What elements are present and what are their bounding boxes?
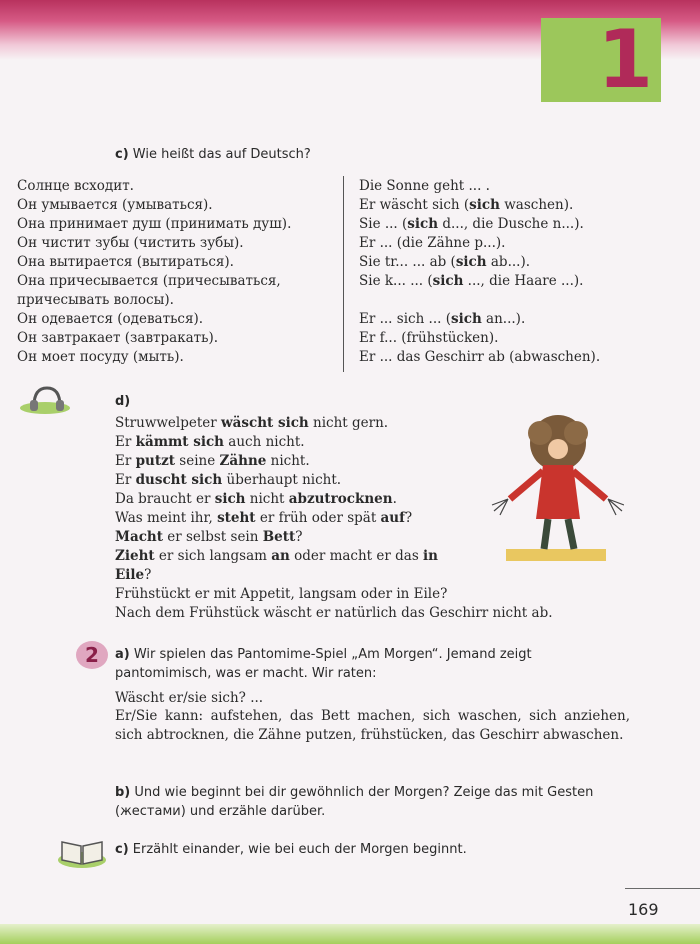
russian-line: Он умывается (умываться). [17,197,213,213]
bold-keyword: Zieht [115,548,155,564]
german-bold-word: sich [451,311,482,327]
bold-keyword: duscht sich [135,472,223,488]
german-line [359,272,600,291]
plain-text: nicht gern. [308,415,389,431]
german-text: ab...). [486,254,531,270]
german-line [359,329,600,348]
german-line [359,291,600,310]
bold-keyword: putzt [135,453,176,469]
german-text: d..., die Dusche n...). [438,216,584,232]
plain-text: ? [295,529,303,545]
section-d-line [115,414,553,433]
german-line [359,177,600,196]
german-bold-word: sich [469,197,500,213]
section-d-line [115,528,553,547]
bold-keyword: steht [217,510,256,526]
section-d-line [115,452,553,471]
russian-line: Он чистит зубы (чистить зубы). [17,235,244,251]
plain-text: Struwwelpeter [115,415,222,431]
bold-keyword: Eile [115,567,145,583]
section-d-line [115,547,553,566]
struwwelpeter-illustration [488,415,624,565]
exercise-2c [115,840,630,859]
chapter-box [541,13,661,106]
bold-keyword: Macht [115,529,163,545]
section-d-line [115,585,553,604]
bold-keyword: Bett [262,529,296,545]
bold-keyword: an [271,548,290,564]
plain-text: oder macht er das [289,548,424,564]
plain-text: auch nicht. [223,434,305,450]
section-d-line [115,433,553,452]
plain-text: Nach dem Frühstück wäscht er natürlich das Geschirr nicht ab. [115,605,553,621]
section-c-heading [115,147,311,162]
russian-line: Он завтракает (завтракать). [17,330,219,346]
bold-keyword: abzutrocknen [288,491,393,507]
german-line [359,196,600,215]
russian-line: причесывать волосы). [17,292,174,308]
section-d-line [115,566,553,585]
exercise-2c-text: Erzählt einander, wie bei euch der Morgen beginnt. [132,842,467,857]
plain-text: Was meint ihr, [115,510,218,526]
section-d-letter: d) [115,394,131,409]
plain-text: ? [144,567,152,583]
section-d-line [115,509,553,528]
german-text: Er f... (frühstücken). [359,330,499,346]
german-bold-word: sich [455,254,487,270]
german-line [359,234,600,253]
german-text: Er ... sich ... ( [359,311,451,327]
plain-text: Er [115,472,136,488]
bold-keyword: auf [380,510,405,526]
plain-text: er selbst sein [162,529,263,545]
plain-text: er sich langsam [154,548,272,564]
russian-line: Он моет посуду (мыть). [17,349,184,365]
russian-line: Она вытирается (вытираться). [17,254,234,270]
section-d-line [115,471,553,490]
exercise-2a-line1: Wäscht er/sie sich? ... [115,690,264,706]
russian-line: Солнце всходит. [17,178,134,194]
exercise-2a-line2: Er/Sie kann: aufstehen, das Bett machen, sich waschen, sich anziehen, sich abtrocknen, die Zähne putzen, frühstücken, das Geschirr abwaschen. [115,708,630,743]
plain-text: ? [404,510,413,526]
section-d-line [115,490,553,509]
german-text: waschen). [499,197,574,213]
plain-text: er früh oder spät [255,510,381,526]
headphones-icon [18,380,72,416]
bold-keyword: wäscht sich [221,415,309,431]
plain-text: Da braucht er [115,491,215,507]
section-d-line [115,604,553,623]
exercise-2b-letter: b) [115,785,131,800]
russian-column [17,177,291,367]
bold-keyword: Zähne [219,453,267,469]
german-bold-word: sich [407,216,439,232]
section-c-title: Wie heißt das auf Deutsch? [132,147,311,162]
column-divider [343,176,344,372]
german-text: ..., die Haare ...). [463,273,584,289]
german-text: an...). [481,311,526,327]
german-text: Die Sonne geht ... . [359,178,490,194]
russian-line: Он одевается (одеваться). [17,311,204,327]
german-line [359,310,600,329]
german-text: Er ... (die Zähne p...). [359,235,506,251]
german-line [359,215,600,234]
exercise-2a-instruction [115,645,630,683]
plain-text: . [392,491,397,507]
plain-text: seine [175,453,220,469]
section-d-text [115,414,553,623]
german-text: Sie tr... ... ab ( [359,254,456,270]
footer-line [625,888,700,889]
plain-text: nicht. [266,453,310,469]
german-text: Sie ... ( [359,216,408,232]
exercise-2b-text: Und wie beginnt bei dir gewöhnlich der Morgen? Zeige das mit Gesten (жестами) und erzähle darüber. [115,785,594,819]
plain-text: nicht [245,491,289,507]
german-text: Er ... das Geschirr ab (abwaschen). [359,349,601,365]
bold-keyword: in [423,548,438,564]
bold-keyword: sich [214,491,246,507]
german-line [359,253,600,272]
german-text: Sie k... ... ( [359,273,433,289]
exercise-2c-letter: c) [115,842,129,857]
plain-text: Er [115,453,136,469]
exercise-2a-text: Wir spielen das Pantomime-Spiel „Am Morgen“. Jemand zeigt pantomimisch, was er macht. Wir raten: [115,647,532,681]
german-text: Er wäscht sich ( [359,197,470,213]
russian-line: Она принимает душ (принимать душ). [17,216,292,232]
exercise-2-badge: 2 [76,641,108,669]
plain-text: Frühstückt er mit Appetit, langsam oder in Eile? [115,586,448,602]
russian-line: Она причесывается (причесываться, [17,273,281,289]
bold-keyword: kämmt sich [135,434,224,450]
german-line [359,348,600,367]
german-bold-word: sich [432,273,464,289]
section-c-letter: c) [115,147,129,162]
exercise-2b [115,783,630,821]
chapter-number: 1 [597,13,653,106]
book-icon [56,832,108,870]
page-number: 169 [628,900,659,919]
exercise-2a-letter: a) [115,647,130,662]
plain-text: Er [115,434,136,450]
bottom-color-band [0,924,700,944]
german-column [359,177,600,367]
plain-text: überhaupt nicht. [222,472,342,488]
